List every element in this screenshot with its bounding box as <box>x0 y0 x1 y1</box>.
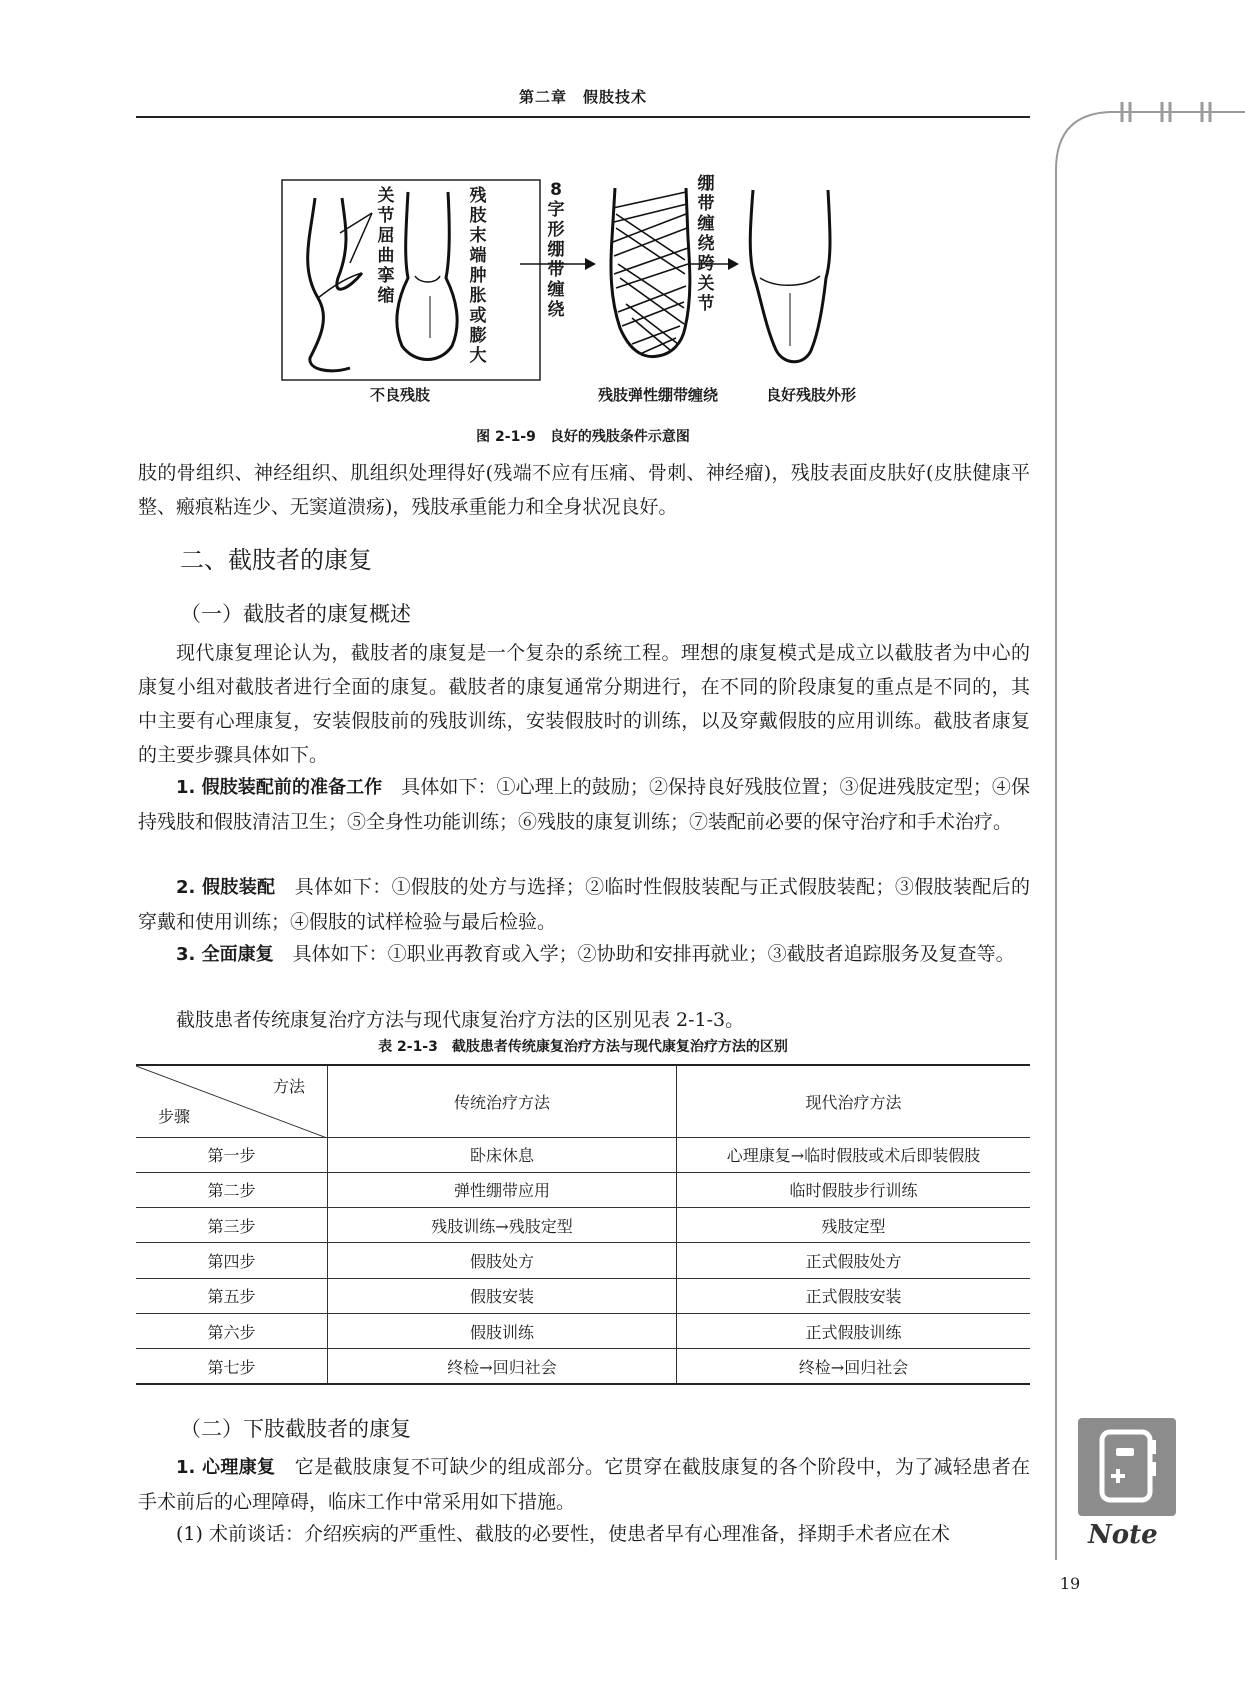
list-item-fitting <box>138 870 1030 939</box>
item-text: 它是截肢康复不可缺少的组成部分。它贯穿在截肢康复的各个阶段中，为了减轻患者在手术前后的心理障碍，临床工作中常采用如下措施。 <box>138 1456 1030 1513</box>
header-rule <box>136 116 1030 118</box>
label-bandage-cross-joint: 绷带缠绕跨关节 <box>697 174 715 314</box>
item-text: 具体如下：①假肢的处方与选择；②临时性假肢装配与正式假肢装配；③假肢装配后的穿戴和使用训练；④假肢的试样检验与最后检验。 <box>138 876 1030 933</box>
cell-step: 第一步 <box>136 1137 328 1172</box>
corner-label-step: 步骤 <box>158 1106 191 1126</box>
cell-modern: 心理康复→临时假肢或术后即装假肢 <box>677 1137 1031 1172</box>
label-figure8-bandage: 8字形绷带缠绕 <box>547 180 565 320</box>
cell-traditional: 假肢处方 <box>328 1243 677 1278</box>
figure-caption: 图 2-1-9 良好的残肢条件示意图 <box>476 429 690 445</box>
margin-tab-decoration <box>1050 100 1245 1590</box>
note-icon <box>1078 1418 1176 1516</box>
cell-modern: 正式假肢安装 <box>677 1278 1031 1313</box>
cell-traditional: 终检→回归社会 <box>328 1349 677 1384</box>
cell-traditional: 弹性绷带应用 <box>328 1172 677 1207</box>
item-title: 2. 假肢装配 <box>176 877 276 898</box>
item-title: 1. 心理康复 <box>176 1457 276 1478</box>
item-title: 3. 全面康复 <box>176 944 274 965</box>
label-joint-contracture: 关节屈曲挛缩 <box>377 186 395 306</box>
list-item-psych-rehab <box>138 1450 1030 1519</box>
cell-step: 第七步 <box>136 1349 328 1384</box>
caption-bandage-limb: 残肢弹性绷带缠绕 <box>598 386 719 404</box>
label-stump-swelling: 残肢末端肿胀或膨大 <box>469 186 487 366</box>
table-corner-cell <box>136 1065 328 1137</box>
col-header-traditional: 传统治疗方法 <box>328 1065 677 1137</box>
cell-modern: 正式假肢训练 <box>677 1313 1031 1348</box>
cell-modern: 终检→回归社会 <box>677 1349 1031 1384</box>
paragraph-overview: 现代康复理论认为，截肢者的康复是一个复杂的系统工程。理想的康复模式是成立以截肢者为中心的康复小组对截肢者进行全面的康复。截肢者的康复通常分期进行，在不同的阶段康复的重点是不同的，其中主要有心理康复，安装假肢前的残肢训练，安装假肢时的训练，以及穿戴假肢的应用训练。截肢者康复的主要步骤具体如下。 <box>138 642 1030 766</box>
item-title: 1. 假肢装配前的准备工作 <box>176 777 383 798</box>
cell-traditional: 卧床休息 <box>328 1137 677 1172</box>
table-row <box>136 1172 1030 1207</box>
table-header-row <box>136 1065 1030 1137</box>
cell-step: 第二步 <box>136 1172 328 1207</box>
table-row <box>136 1313 1030 1348</box>
cell-modern: 残肢定型 <box>677 1208 1031 1243</box>
paragraph-limb-condition: 肢的骨组织、神经组织、肌组织处理得好(残端不应有压痛、骨刺、神经瘤)，残肢表面皮肤好(皮肤健康平整、瘢痕粘连少、无窦道溃疡)，残肢承重能力和全身状况良好。 <box>138 462 1030 518</box>
cell-traditional: 残肢训练→残肢定型 <box>328 1208 677 1243</box>
figure-residual-limb <box>280 174 920 408</box>
caption-bad-limb: 不良残肢 <box>370 386 431 404</box>
col-header-modern: 现代治疗方法 <box>677 1065 1031 1137</box>
subsection-title-lower-limb: （二）下肢截肢者的康复 <box>180 1417 411 1441</box>
cell-traditional: 假肢训练 <box>328 1313 677 1348</box>
item-text: 具体如下：①心理上的鼓励；②保持良好残肢位置；③促进残肢定型；④保持残肢和假肢清洁卫生；⑤全身性功能训练；⑥残肢的康复训练；⑦装配前必要的保守治疗和手术治疗。 <box>138 776 1030 833</box>
cell-step: 第四步 <box>136 1243 328 1278</box>
table-title: 表 2-1-3 截肢患者传统康复治疗方法与现代康复治疗方法的区别 <box>378 1039 788 1055</box>
table-row <box>136 1208 1030 1243</box>
cell-step: 第六步 <box>136 1313 328 1348</box>
item-text: 具体如下：①职业再教育或入学；②协助和安排再就业；③截肢者追踪服务及复查等。 <box>292 943 1015 965</box>
table-row <box>136 1349 1030 1384</box>
note-label: Note <box>1088 1520 1158 1550</box>
table-row <box>136 1278 1030 1313</box>
subsection-title-overview: （一）截肢者的康复概述 <box>180 602 411 626</box>
running-head: 第二章 假肢技术 <box>518 88 647 106</box>
table-row <box>136 1243 1030 1278</box>
table-row <box>136 1137 1030 1172</box>
comparison-table <box>136 1064 1030 1385</box>
caption-good-limb: 良好残肢外形 <box>766 386 857 404</box>
cell-traditional: 假肢安装 <box>328 1278 677 1313</box>
section-title-rehab: 二、截肢者的康复 <box>180 546 372 574</box>
list-item-preparation <box>138 770 1030 839</box>
cell-step: 第五步 <box>136 1278 328 1313</box>
page-number: 19 <box>1059 1574 1081 1593</box>
cell-modern: 临时假肢步行训练 <box>677 1172 1031 1207</box>
cell-step: 第三步 <box>136 1208 328 1243</box>
corner-label-method: 方法 <box>272 1077 305 1096</box>
list-item-comprehensive <box>138 937 1030 972</box>
paragraph-preop-talk: (1) 术前谈话：介绍疾病的严重性、截肢的必要性，使患者早有心理准备，择期手术者应在术 <box>176 1523 950 1545</box>
paragraph-table-intro: 截肢患者传统康复治疗方法与现代康复治疗方法的区别见表 2-1-3。 <box>176 1009 745 1031</box>
cell-modern: 正式假肢处方 <box>677 1243 1031 1278</box>
